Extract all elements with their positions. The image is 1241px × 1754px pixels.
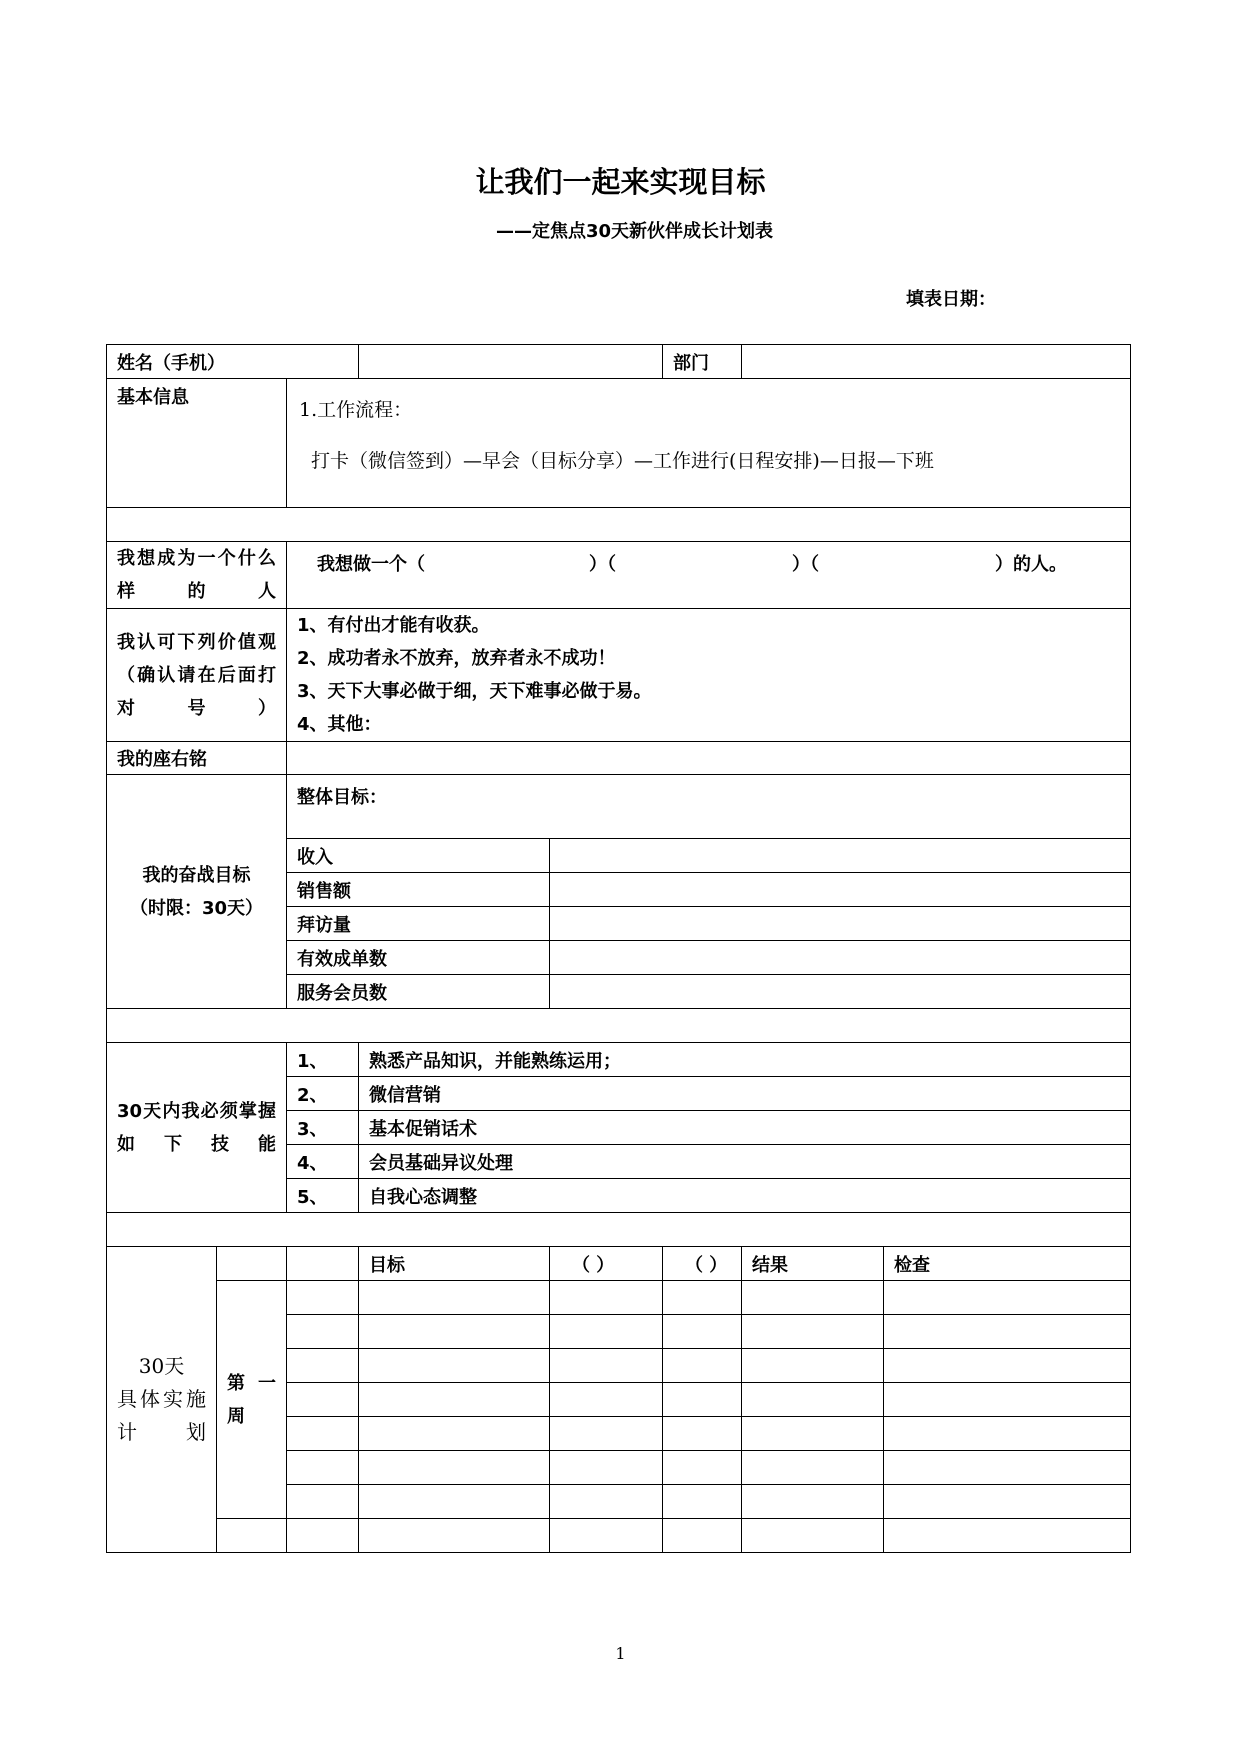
work-process-title: 1.工作流程： [299, 399, 413, 421]
plan-cell[interactable] [742, 1349, 884, 1383]
plan-cell[interactable] [884, 1383, 1131, 1417]
plan-cell[interactable] [884, 1281, 1131, 1315]
goal-item-members: 服务会员数 [287, 975, 550, 1009]
plan-cell[interactable] [884, 1451, 1131, 1485]
department-field[interactable] [742, 345, 1131, 379]
plan-header-blank-1: （ ） [550, 1247, 663, 1281]
goal-item-income: 收入 [287, 839, 550, 873]
plan-label-line1: 30天 [138, 1354, 185, 1378]
goal-label-line1: 我的奋战目标 [142, 864, 251, 886]
plan-cell[interactable] [663, 1417, 742, 1451]
goal-value-income[interactable] [550, 839, 1131, 873]
plan-cell[interactable] [663, 1349, 742, 1383]
plan-cell[interactable] [550, 1485, 663, 1519]
skill-num-1: 1、 [287, 1043, 359, 1077]
value-item-4[interactable]: 4、其他： [297, 714, 382, 735]
week-label: 第一周 [217, 1281, 287, 1519]
plan-cell[interactable] [550, 1451, 663, 1485]
plan-header-goal: 目标 [359, 1247, 550, 1281]
spacer-row [107, 1213, 1131, 1247]
plan-cell[interactable] [287, 1519, 359, 1553]
goal-label-line2: （时限：30天） [129, 897, 264, 919]
goal-label [107, 775, 287, 1009]
plan-cell[interactable] [663, 1519, 742, 1553]
plan-cell[interactable] [550, 1519, 663, 1553]
plan-cell[interactable] [742, 1281, 884, 1315]
plan-cell[interactable] [359, 1451, 550, 1485]
plan-cell[interactable] [663, 1281, 742, 1315]
basic-info-content [287, 379, 1131, 508]
value-item-1[interactable]: 1、有付出才能有收获。 [297, 615, 490, 636]
plan-header-result: 结果 [742, 1247, 884, 1281]
plan-cell[interactable] [550, 1315, 663, 1349]
motto-label: 我的座右铭 [107, 742, 287, 775]
goal-item-orders: 有效成单数 [287, 941, 550, 975]
plan-cell[interactable] [884, 1417, 1131, 1451]
plan-cell[interactable] [287, 1417, 359, 1451]
goal-item-visits: 拜访量 [287, 907, 550, 941]
plan-cell[interactable] [359, 1485, 550, 1519]
plan-cell[interactable] [287, 1383, 359, 1417]
basic-info-label: 基本信息 [107, 379, 287, 508]
values-label-line1: 我认可下列价值观 [117, 631, 276, 653]
want-suffix: ）的人。 [995, 554, 1067, 575]
plan-cell[interactable] [884, 1349, 1131, 1383]
growth-plan-form [106, 344, 1131, 1553]
plan-week-cell[interactable] [217, 1519, 287, 1553]
plan-cell[interactable] [884, 1485, 1131, 1519]
plan-day-header [287, 1247, 359, 1281]
plan-cell[interactable] [359, 1315, 550, 1349]
spacer-row [107, 1009, 1131, 1043]
plan-cell[interactable] [550, 1383, 663, 1417]
want-mid-1: ）（ [589, 554, 616, 575]
plan-cell[interactable] [742, 1383, 884, 1417]
want-to-be-field[interactable] [287, 542, 1131, 609]
plan-header-check: 检查 [884, 1247, 1131, 1281]
want-mid-2: ）（ [792, 554, 819, 575]
plan-cell[interactable] [359, 1383, 550, 1417]
plan-label [107, 1247, 217, 1553]
plan-cell[interactable] [287, 1451, 359, 1485]
spacer-row [107, 508, 1131, 542]
plan-cell[interactable] [884, 1519, 1131, 1553]
values-label-line2: （确认请在后面打对号） [117, 664, 276, 719]
skill-num-4: 4、 [287, 1145, 359, 1179]
plan-cell[interactable] [287, 1315, 359, 1349]
page-subtitle: ——定焦点30天新伙伴成长计划表 [496, 221, 774, 242]
want-prefix: 我想做一个（ [317, 554, 425, 575]
plan-header-blank-2: （ ） [663, 1247, 742, 1281]
skill-text-3: 基本促销话术 [359, 1111, 1131, 1145]
plan-cell[interactable] [663, 1315, 742, 1349]
goal-value-visits[interactable] [550, 907, 1131, 941]
skill-num-2: 2、 [287, 1077, 359, 1111]
overall-goal-field[interactable]: 整体目标： [287, 775, 1131, 839]
skill-text-2: 微信营销 [359, 1077, 1131, 1111]
skill-text-1: 熟悉产品知识，并能熟练运用； [359, 1043, 1131, 1077]
goal-item-sales: 销售额 [287, 873, 550, 907]
plan-cell[interactable] [287, 1349, 359, 1383]
plan-cell[interactable] [742, 1519, 884, 1553]
goal-value-orders[interactable] [550, 941, 1131, 975]
department-label: 部门 [663, 345, 742, 379]
goal-value-sales[interactable] [550, 873, 1131, 907]
motto-field[interactable] [287, 742, 1131, 775]
plan-cell[interactable] [663, 1485, 742, 1519]
plan-cell[interactable] [742, 1451, 884, 1485]
plan-label-line2: 具体实施计划 [117, 1387, 206, 1444]
goal-value-members[interactable] [550, 975, 1131, 1009]
plan-cell[interactable] [742, 1417, 884, 1451]
values-label [107, 609, 287, 742]
skill-num-5: 5、 [287, 1179, 359, 1213]
plan-week-header [217, 1247, 287, 1281]
plan-cell[interactable] [742, 1315, 884, 1349]
plan-cell[interactable] [287, 1281, 359, 1315]
value-item-2[interactable]: 2、成功者永不放弃，放弃者永不成功！ [297, 648, 616, 669]
plan-cell[interactable] [359, 1349, 550, 1383]
name-label: 姓名（手机） [107, 345, 359, 379]
fill-date-label: 填表日期： [906, 289, 996, 310]
want-to-be-label: 我想成为一个什么样的人 [107, 542, 287, 609]
values-list [287, 609, 1131, 742]
plan-cell[interactable] [663, 1383, 742, 1417]
plan-cell[interactable] [742, 1485, 884, 1519]
skills-label: 30天内我必须掌握如下技能 [107, 1043, 287, 1213]
work-process-steps: 打卡（微信签到）—早会（目标分享）—工作进行(日程安排)—日报—下班 [311, 450, 934, 472]
page-title: 让我们一起来实现目标 [475, 165, 766, 199]
plan-cell[interactable] [287, 1485, 359, 1519]
skill-text-4: 会员基础异议处理 [359, 1145, 1131, 1179]
plan-cell[interactable] [550, 1349, 663, 1383]
page-number: 1 [615, 1644, 626, 1663]
plan-cell[interactable] [663, 1451, 742, 1485]
plan-cell[interactable] [359, 1519, 550, 1553]
skill-text-5: 自我心态调整 [359, 1179, 1131, 1213]
plan-cell[interactable] [550, 1281, 663, 1315]
plan-cell[interactable] [359, 1417, 550, 1451]
plan-cell[interactable] [884, 1315, 1131, 1349]
value-item-3[interactable]: 3、天下大事必做于细，天下难事必做于易。 [297, 681, 652, 702]
name-field[interactable] [359, 345, 663, 379]
skill-num-3: 3、 [287, 1111, 359, 1145]
plan-cell[interactable] [359, 1281, 550, 1315]
plan-cell[interactable] [550, 1417, 663, 1451]
